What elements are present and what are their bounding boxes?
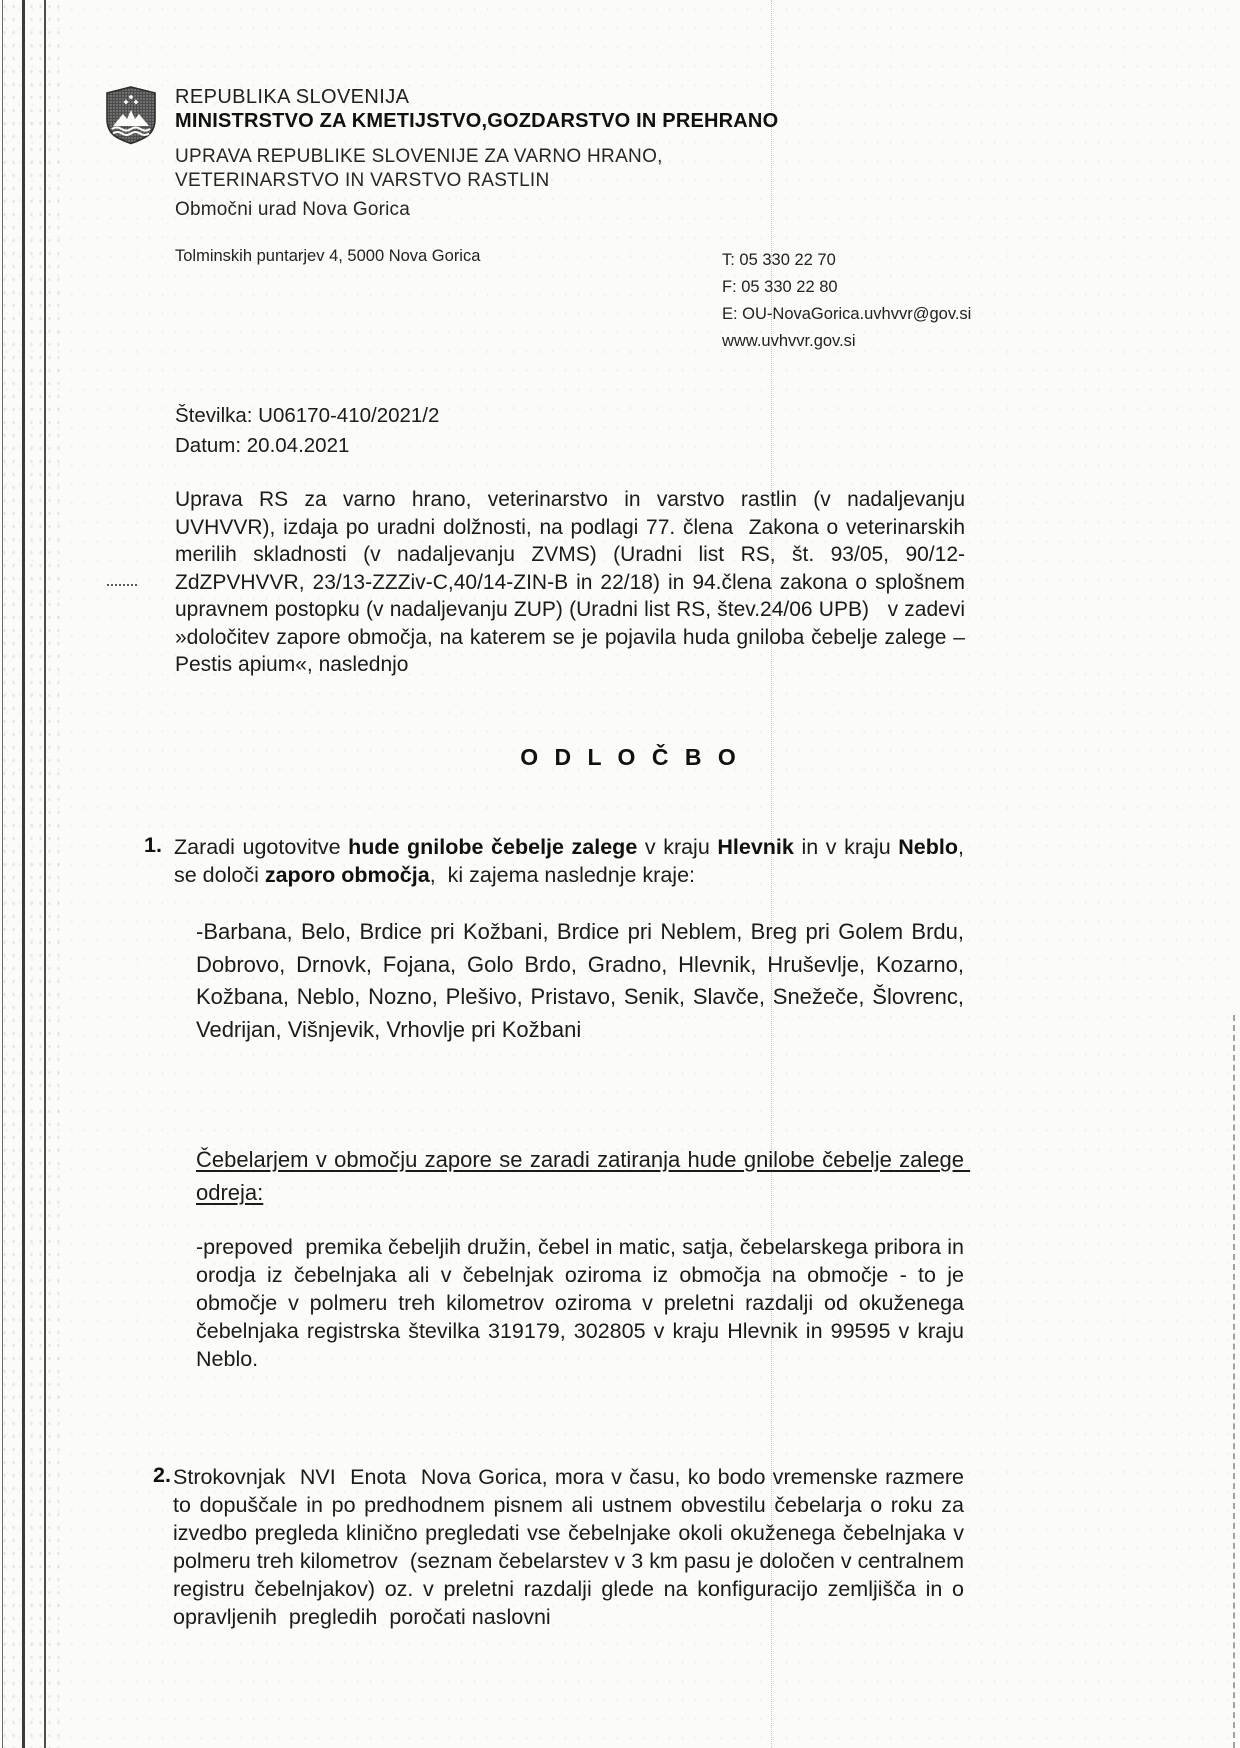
reference-block (175, 401, 439, 460)
text-segment-bold: zaporo območja (264, 863, 430, 887)
contact-email: E: OU-NovaGorica.uvhvvr@gov.si (722, 305, 972, 323)
republic-title: REPUBLIKA SLOVENIJA (175, 86, 410, 108)
text-segment: , ki zajema naslednje kraje: (429, 863, 695, 887)
scan-artifact-line-1 (2, 0, 3, 1748)
text-segment-bold: Neblo (898, 835, 958, 859)
contact-website: www.uvhvvr.gov.si (722, 332, 856, 350)
intro-paragraph: Uprava RS za varno hrano, veterinarstvo in varstvo rastlin (v nadaljevanju UVHVVR), izdaja po uradni dolžnosti, na podlagi 77. člena Zakona o veterinarskih merilih skladnosti (v nadaljevanju ZVMS) (Uradni list RS, št. 93/05, 90/12-ZdZPVHVVR, 23/13-ZZZiv-C,40/14-ZIN-B in 22/18) in 94.člena zakona o splošnem upravnem postopku (v nadaljevanju ZUP) (Uradni list RS, štev.24/06 UPB) v zadevi »določitev zapore območja, na katerem se je pojavila huda gniloba čebelje zalege – Pestis apium«, naslednjo (175, 488, 971, 676)
beekeepers-order-heading: Čebelarjem v območju zapore se zaradi zatiranja hude gnilobe čebelje zalege odreja: (196, 1147, 971, 1205)
text-segment: , se določi (174, 835, 970, 887)
regional-office-title: Območni urad Nova Gorica (175, 199, 411, 220)
reference-number: Številka: U06170-410/2021/2 (175, 404, 440, 427)
closure-area-places-list: -Barbana, Belo, Brdice pri Kožbani, Brdice pri Neblem, Breg pri Golem Brdu, Dobrovo, Drnovk, Fojana, Golo Brdo, Gradno, Hlevnik, Hruševlje, Kozarno, Kožbana, Neblo, Nozno, Plešivo, Pristavo, Senik, Slavče, Snežeče, Šlovrenc, Vedrijan, Višnjevik, Vrhovlje pri Kožbani (196, 919, 971, 1042)
administration-title (175, 145, 663, 192)
text-segment: in v kraju (793, 835, 899, 859)
margin-pen-mark (107, 584, 137, 586)
contact-phone: T: 05 330 22 70 (722, 251, 836, 269)
item-1-text (174, 833, 970, 889)
item-2-text: Strokovnjak NVI Enota Nova Gorica, mora v času, ko bodo vremenske razmere to dopuščale in po predhodnem pisnem ali ustnem obvestilu čebelarja o roku za izvedbo pregleda klinično pregledati vse čebelnjake okoli okuženega čebelnjaka v polmeru treh kilometrov (seznam čebelarstev v 3 km pasu je določen v centralnem registru čebelnjakov) oz. v preletni razdalji glede na konfiguracijo zemljišča in o opravljenih pregledih poročati naslovni (173, 1465, 970, 1629)
slovenia-coat-of-arms-icon (104, 86, 158, 145)
text-segment-bold: hude gnilobe čebelje zalege (348, 835, 638, 859)
contact-block (722, 247, 971, 355)
administration-line-1: UPRAVA REPUBLIKE SLOVENIJE ZA VARNO HRANO, (175, 146, 663, 167)
administration-line-2: VETERINARSTVO IN VARSTVO RASTLIN (175, 169, 550, 191)
reference-date: Datum: 20.04.2021 (175, 433, 350, 457)
scan-artifact-line-3 (44, 0, 46, 1748)
text-segment-bold: Hlevnik (717, 835, 794, 859)
scan-edge-speckle (0, 0, 60, 1748)
text-segment: v kraju (637, 835, 718, 859)
item-1-number: 1. (144, 833, 162, 857)
text-segment: Zaradi ugotovitve (174, 835, 349, 859)
decision-title: O D L O Č B O (520, 744, 740, 770)
ministry-title: MINISTRSTVO ZA KMETIJSTVO,GOZDARSTVO IN PREHRANO (175, 110, 779, 132)
item-2-number: 2. (153, 1463, 171, 1487)
scan-right-dashed-line (1233, 1015, 1235, 1748)
contact-fax: F: 05 330 22 80 (722, 278, 838, 296)
office-address: Tolminskih puntarjev 4, 5000 Nova Gorica (175, 247, 481, 265)
movement-ban-paragraph: -prepoved premika čebeljih družin, čebel in matic, satja, čebelarskega pribora in orodja iz čebelnjaka ali v čebelnjak oziroma iz območja na območje - to je območje v polmeru treh kilometrov oziroma v preletni razdalji od okuženega čebelnjaka registrska številka 319179, 302805 v kraju Hlevnik in 99595 v kraju Neblo. (196, 1235, 970, 1371)
scan-artifact-line-2 (22, 0, 25, 1748)
